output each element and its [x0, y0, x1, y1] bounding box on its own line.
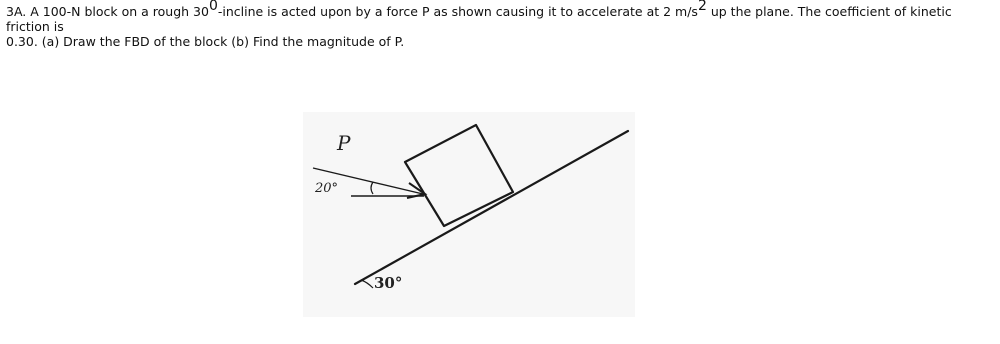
- force-angle-label: 20°: [315, 181, 339, 196]
- force-p-label: P: [337, 131, 351, 155]
- problem-text-a: 3A. A 100-N block on a rough 30: [6, 4, 209, 19]
- problem-text-c: up the plane. The coefficient of kinetic friction is: [6, 4, 952, 34]
- problem-line-2: 0.30. (a) Draw the FBD of the block (b) Find the magnitude of P.: [6, 34, 405, 49]
- problem-statement: [6, 0, 994, 49]
- problem-text-b: -incline is acted upon by a force P as shown causing it to accelerate at 2 m/s: [217, 4, 698, 19]
- incline-figure: [303, 112, 635, 317]
- problem-line-1: [6, 0, 994, 34]
- degree-superscript: 0: [208, 0, 218, 14]
- exponent-superscript: 2: [697, 0, 707, 14]
- incline-angle-label: 30°: [374, 274, 403, 292]
